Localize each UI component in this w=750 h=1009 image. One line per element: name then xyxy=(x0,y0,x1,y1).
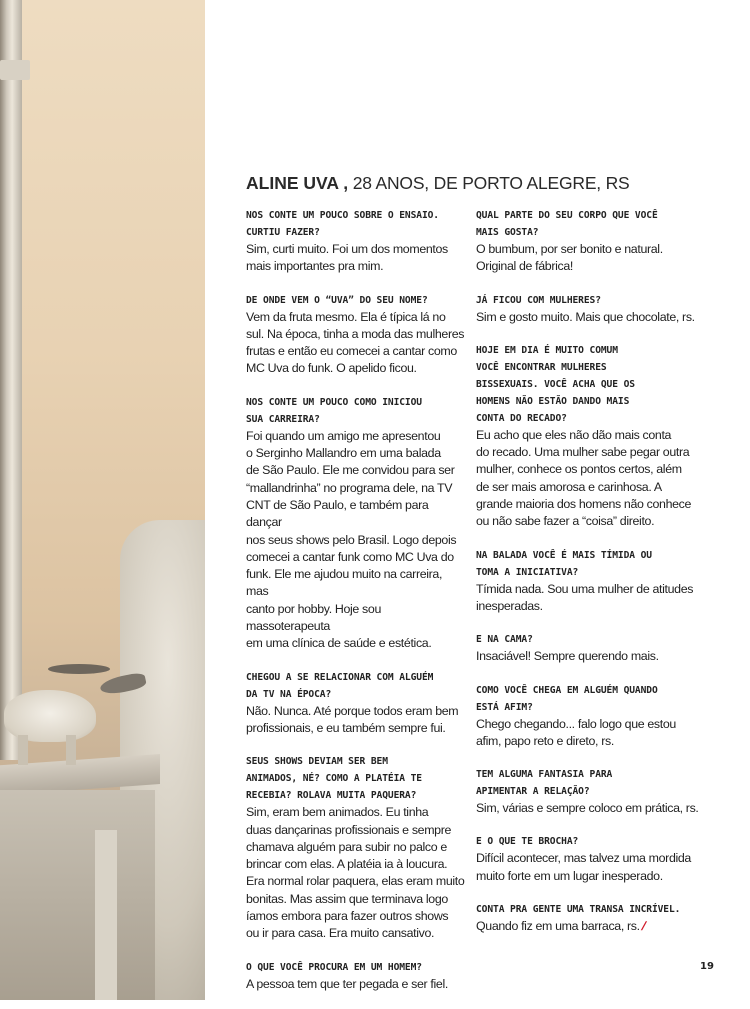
final-answer xyxy=(476,918,716,935)
end-mark-icon: / xyxy=(639,919,648,934)
answer-text: Quando fiz em uma barraca, rs. xyxy=(476,919,640,934)
qa-block xyxy=(246,207,466,276)
question: E O QUE TE BROCHA? xyxy=(476,836,579,848)
qa-block xyxy=(476,292,716,326)
qa-block xyxy=(476,901,716,935)
answer: Tímida nada. Sou uma mulher de atitudes inesperadas. xyxy=(476,581,694,613)
answer: O bumbum, por ser bonito e natural. Original de fábrica! xyxy=(476,242,663,274)
question: O QUE VOCÊ PROCURA EM UM HOMEM? xyxy=(246,961,422,973)
qa-block xyxy=(246,669,466,738)
answer: Sim, curti muito. Foi um dos momentos mais importantes pra mim. xyxy=(246,242,448,274)
answer: Sim, várias e sempre coloco em prática, rs. xyxy=(476,801,699,816)
interviewee-name: ALINE UVA , xyxy=(246,173,349,193)
question: HOJE EM DIA É MUITO COMUM VOCÊ ENCONTRAR MULHERES BISSEXUAIS. VOCÊ ACHA QUE OS HOMENS NÃO ESTÃO DANDO MAIS CONTA DO RECADO? xyxy=(476,344,635,424)
answer: Não. Nunca. Até porque todos eram bem profissionais, e eu também sempre fui. xyxy=(246,703,459,735)
right-column xyxy=(476,207,716,951)
question: TEM ALGUMA FANTASIA PARA APIMENTAR A RELAÇÃO? xyxy=(476,769,613,798)
qa-block xyxy=(246,292,466,378)
left-column xyxy=(246,207,466,1009)
question: E NA CAMA? xyxy=(476,634,533,646)
interviewee-subtitle: 28 ANOS, DE PORTO ALEGRE, RS xyxy=(348,173,630,193)
qa-block xyxy=(246,753,466,942)
page-number: 19 xyxy=(700,961,714,972)
qa-block xyxy=(246,959,466,993)
qa-block xyxy=(476,631,716,665)
answer: Foi quando um amigo me apresentou o Serginho Mallandro em uma balada de São Paulo. Ele me convidou para ser “mallandrinha” no programa dele, na TV CNT de São Paulo, e também para dançar nos seus shows pelo Brasil. Logo depois comecei a cantar funk como MC Uva do funk. Ele me ajudou muito na carreira, mas canto por hobby. Hoje sou massoterapeuta em uma clínica de saúde e estética. xyxy=(246,428,457,651)
qa-block xyxy=(476,342,716,531)
answer: Vem da fruta mesmo. Ela é típica lá no sul. Na época, tinha a moda das mulheres frutas e então eu comecei a cantar como MC Uva do funk. O apelido ficou. xyxy=(246,309,465,376)
answer: Sim e gosto muito. Mais que chocolate, rs. xyxy=(476,309,695,324)
question: NOS CONTE UM POUCO SOBRE O ENSAIO. CURTIU FAZER? xyxy=(246,210,439,238)
answer: Chego chegando... falo logo que estou afim, papo reto e direto, rs. xyxy=(476,716,676,748)
question: JÁ FICOU COM MULHERES? xyxy=(476,294,601,306)
qa-block xyxy=(476,833,716,885)
answer: Insaciável! Sempre querendo mais. xyxy=(476,649,659,664)
question: COMO VOCÊ CHEGA EM ALGUÉM QUANDO ESTÁ AFIM? xyxy=(476,684,658,713)
answer: Difícil acontecer, mas talvez uma mordida muito forte em um lugar inesperado. xyxy=(476,851,691,883)
article-heading xyxy=(246,173,630,194)
question: NA BALADA VOCÊ É MAIS TÍMIDA OU TOMA A INICIATIVA? xyxy=(476,549,652,578)
question: NOS CONTE UM POUCO COMO INICIOU SUA CARREIRA? xyxy=(246,396,422,425)
question: CHEGOU A SE RELACIONAR COM ALGUÉM DA TV NA ÉPOCA? xyxy=(246,671,434,700)
qa-block xyxy=(476,547,716,616)
question: QUAL PARTE DO SEU CORPO QUE VOCÊ MAIS GOSTA? xyxy=(476,210,658,238)
answer: A pessoa tem que ter pegada e ser fiel. xyxy=(246,976,448,991)
answer: Eu acho que eles não dão mais conta do recado. Uma mulher sabe pegar outra mulher, conhece os pontos certos, além de ser mais amorosa e carinhosa. A grande maioria dos homens não conhece ou não sabe fazer a “coisa” direito. xyxy=(476,427,692,529)
qa-block xyxy=(246,394,466,653)
answer: Sim, eram bem animados. Eu tinha duas dançarinas profissionais e sempre chamava alguém para subir no palco e brincar com elas. A platéia ia à loucura. Era normal rolar paquera, elas eram muito bonitas. Mas assim que terminava logo íamos embora para fazer outros shows ou ir para casa. Era muito cansativo. xyxy=(246,805,465,941)
qa-block xyxy=(476,207,716,276)
question: SEUS SHOWS DEVIAM SER BEM ANIMADOS, NÉ? COMO A PLATÉIA TE RECEBIA? ROLAVA MUITA PAQUERA? xyxy=(246,756,422,802)
question: CONTA PRA GENTE UMA TRANSA INCRÍVEL. xyxy=(476,904,681,916)
qa-block xyxy=(476,682,716,751)
question: DE ONDE VEM O “UVA” DO SEU NOME? xyxy=(246,294,428,306)
qa-block xyxy=(476,766,716,817)
